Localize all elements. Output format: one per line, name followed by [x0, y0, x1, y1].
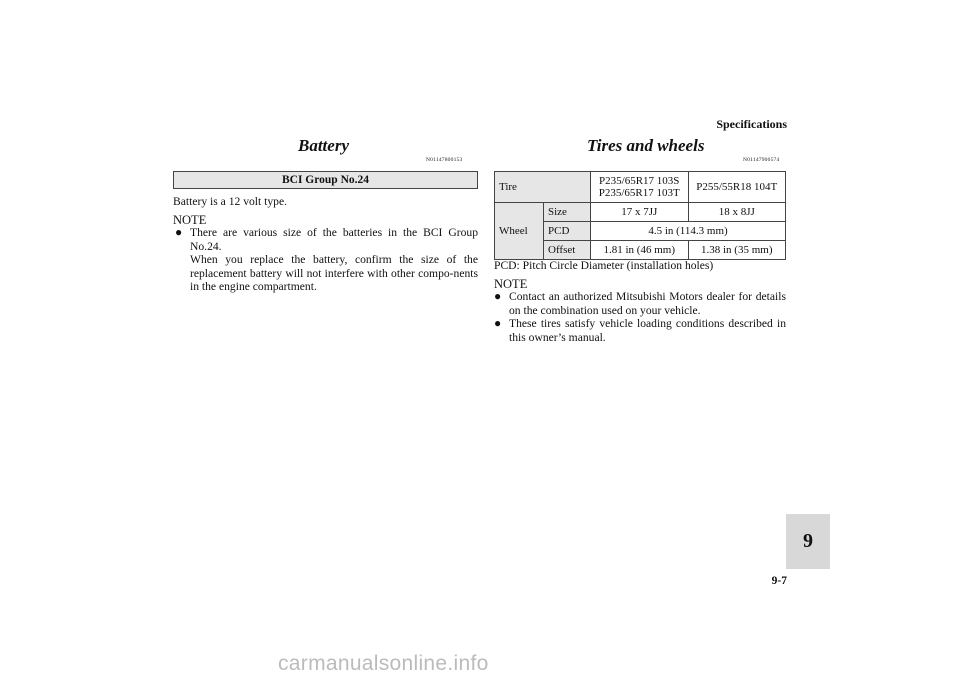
tire-label-cell: Tire: [495, 172, 591, 203]
offset-18-cell: 1.38 in (35 mm): [688, 241, 786, 260]
table-row: [495, 203, 786, 222]
battery-title: Battery: [298, 136, 349, 155]
offset-17-cell: 1.81 in (46 mm): [591, 241, 689, 260]
page-number: 9-7: [771, 575, 787, 587]
section-header: Specifications: [716, 117, 787, 131]
offset-label-cell: Offset: [544, 241, 591, 260]
wheel-label-cell: Wheel: [495, 203, 544, 260]
wheel-size-17-cell: 17 x 7JJ: [591, 203, 689, 222]
tires-note-list: [494, 290, 786, 344]
tires-note-item: ● These tires satisfy vehicle loading conditions described in this owner’s manual.: [494, 316, 786, 344]
pcd-label-cell: PCD: [544, 222, 591, 241]
tires-note-label: NOTE: [494, 277, 528, 291]
watermark-text: carmanualsonline.info: [278, 652, 489, 675]
pcd-value-cell: 4.5 in (114.3 mm): [591, 222, 786, 241]
bullet-icon: ●: [494, 316, 502, 331]
wheel-size-18-cell: 18 x 8JJ: [688, 203, 786, 222]
bci-table: [173, 171, 478, 189]
tire-size-18-cell: P255/55R18 104T: [688, 172, 786, 203]
battery-intro: Battery is a 12 volt type.: [173, 195, 287, 208]
tire-wheel-table: [494, 171, 786, 260]
tire-size-17-cell: P235/65R17 103S P235/65R17 103T: [591, 172, 689, 203]
bullet-icon: ●: [175, 225, 183, 239]
tires-note-item: ● Contact an authorized Mitsubishi Motors dealer for details on the combination used on your vehicle.: [494, 289, 786, 317]
tires-code: N01147900574: [743, 157, 780, 163]
table-row: [495, 172, 786, 203]
chapter-tab: 9: [786, 514, 830, 569]
pcd-note: PCD: Pitch Circle Diameter (installation holes): [494, 259, 714, 272]
bci-group-cell: BCI Group No.24: [174, 172, 478, 189]
bullet-icon: ●: [494, 289, 502, 303]
battery-note-list: [175, 226, 478, 294]
battery-code: N01147800153: [426, 157, 463, 163]
size-label-cell: Size: [544, 203, 591, 222]
battery-note-item: ● There are various size of the batteries in the BCI Group No.24. When you replace the battery, confirm the size of the replacement battery will not interfere with other compo-nents in the engine compartment.: [175, 225, 478, 294]
battery-note-label: NOTE: [173, 213, 207, 227]
tires-title: Tires and wheels: [587, 136, 705, 155]
